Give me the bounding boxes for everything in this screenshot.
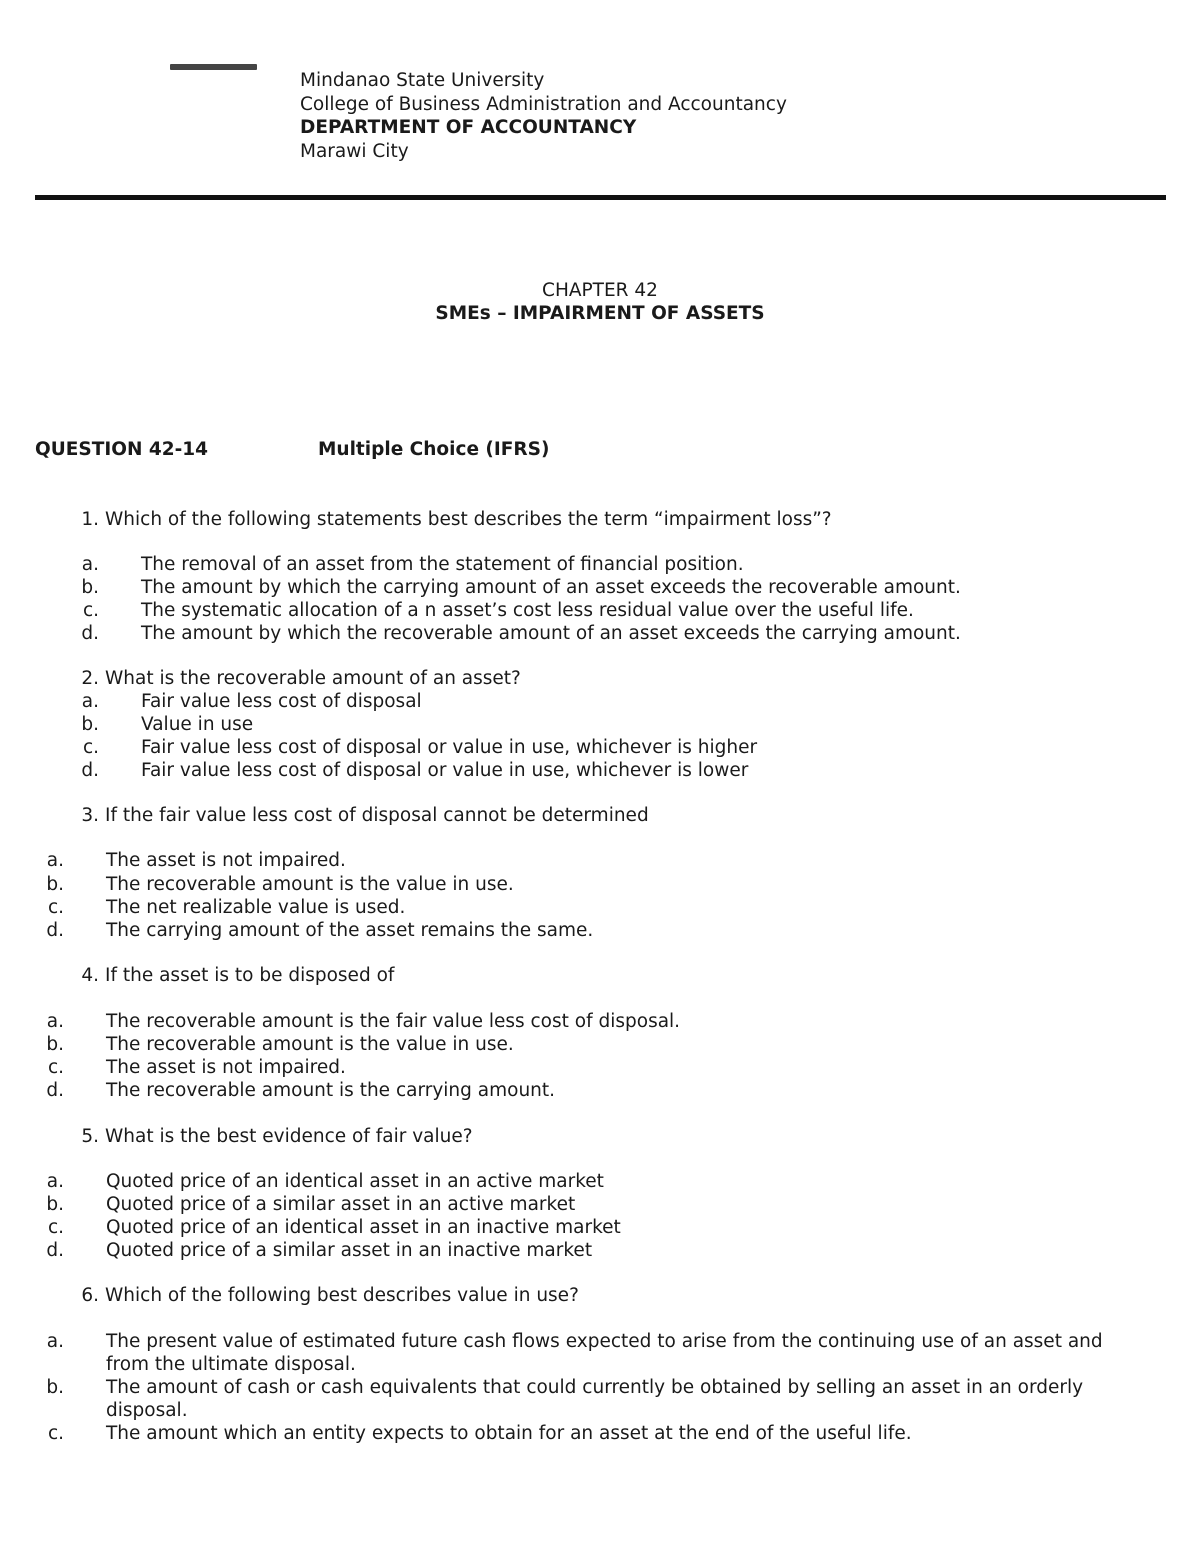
answer-choice-marker: c. (47, 1217, 64, 1238)
answer-choice-continuation-text: from the ultimate disposal. (106, 1354, 356, 1375)
answer-choice-text: The removal of an asset from the statement of financial position. (141, 554, 744, 575)
question-stem-text: What is the recoverable amount of an asset? (105, 668, 521, 689)
answer-choice-text: The amount of cash or cash equivalents that could currently be obtained by selling an asset in an orderly (106, 1377, 1084, 1398)
answer-choice-marker: b. (46, 874, 64, 895)
chapter-number: CHAPTER 42 (542, 280, 658, 301)
answer-choice-marker: a. (81, 691, 99, 712)
answer-choice-marker: b. (46, 1034, 64, 1055)
university-name: Mindanao State University (300, 70, 545, 91)
answer-choice-marker: b. (46, 1194, 64, 1215)
answer-choice-text: The systematic allocation of a n asset’s cost less residual value over the useful life. (141, 600, 914, 621)
answer-choice-marker: a. (81, 554, 99, 575)
answer-choice-text: The recoverable amount is the value in use. (106, 1034, 514, 1055)
answer-choice-marker: b. (81, 714, 99, 735)
answer-choice-marker: b. (46, 1377, 64, 1398)
answer-choice-text: Fair value less cost of disposal or value in use, whichever is lower (141, 760, 749, 781)
answer-choice-text: The asset is not impaired. (106, 1057, 346, 1078)
question-block-type: Multiple Choice (IFRS) (318, 439, 550, 460)
question-stem-text: What is the best evidence of fair value? (105, 1126, 473, 1147)
chapter-title: SMEs – IMPAIRMENT OF ASSETS (435, 303, 765, 324)
answer-choice-marker: d. (46, 1080, 64, 1101)
question-block-id: QUESTION 42-14 (35, 439, 209, 460)
question-stem-text: If the fair value less cost of disposal cannot be determined (105, 805, 649, 826)
answer-choice-text: Quoted price of a similar asset in an active market (106, 1194, 576, 1215)
answer-choice-text: Quoted price of an identical asset in an active market (106, 1171, 604, 1192)
answer-choice-text: The asset is not impaired. (106, 850, 346, 871)
question-stem-marker: 2. (81, 668, 99, 689)
answer-choice-text: The recoverable amount is the carrying amount. (106, 1080, 556, 1101)
answer-choice-text: The present value of estimated future cash flows expected to arise from the continuing use of an asset and (106, 1331, 1103, 1352)
answer-choice-text: The carrying amount of the asset remains the same. (106, 920, 594, 941)
question-stem-marker: 3. (81, 805, 99, 826)
answer-choice-marker: c. (47, 1057, 64, 1078)
answer-choice-marker: a. (46, 850, 64, 871)
answer-choice-text: Quoted price of a similar asset in an inactive market (106, 1240, 593, 1261)
question-stem-marker: 4. (81, 965, 99, 986)
answer-choice-marker: d. (46, 1240, 64, 1261)
answer-choice-continuation-text: disposal. (106, 1400, 188, 1421)
question-stem-text: If the asset is to be disposed of (105, 965, 395, 986)
college-name: College of Business Administration and Accountancy (300, 93, 787, 115)
answer-choice-marker: d. (81, 623, 99, 644)
answer-choice-marker: a. (46, 1331, 64, 1352)
chapter-heading (0, 279, 1200, 325)
answer-choice-marker: c. (47, 897, 64, 918)
question-stem-text: Which of the following statements best describes the term “impairment loss”? (105, 509, 832, 530)
answer-choice-text: The amount which an entity expects to obtain for an asset at the end of the useful life. (106, 1423, 912, 1444)
question-stem-marker: 6. (81, 1285, 99, 1306)
answer-choice-marker: a. (46, 1171, 64, 1192)
answer-choice-text: The amount by which the recoverable amount of an asset exceeds the carrying amount. (141, 623, 961, 644)
answer-choice-text: Fair value less cost of disposal or value in use, whichever is higher (141, 737, 758, 758)
answer-choice-text: Fair value less cost of disposal (141, 691, 422, 712)
answer-choice-marker: a. (46, 1011, 64, 1032)
department-name: DEPARTMENT OF ACCOUNTANCY (300, 117, 637, 138)
answer-choice-text: The net realizable value is used. (106, 897, 406, 918)
answer-choice-marker: d. (46, 920, 64, 941)
answer-choice-marker: d. (81, 760, 99, 781)
logo-bar (170, 64, 257, 70)
document-header (300, 69, 787, 163)
answer-choice-text: Value in use (141, 714, 254, 735)
question-stem-text: Which of the following best describes value in use? (105, 1285, 579, 1306)
answer-choice-text: Quoted price of an identical asset in an inactive market (106, 1217, 621, 1238)
answer-choice-text: The amount by which the carrying amount of an asset exceeds the recoverable amount. (141, 577, 961, 598)
question-block-heading (35, 439, 550, 460)
answer-choice-text: The recoverable amount is the value in use. (106, 874, 514, 895)
answer-choice-text: The recoverable amount is the fair value less cost of disposal. (106, 1011, 681, 1032)
answer-choice-marker: c. (47, 1423, 64, 1444)
question-stem-marker: 1. (81, 509, 99, 530)
answer-choice-marker: c. (82, 737, 99, 758)
answer-choice-marker: b. (81, 577, 99, 598)
question-stem-marker: 5. (81, 1126, 99, 1147)
header-divider (35, 195, 1166, 200)
answer-choice-marker: c. (82, 600, 99, 621)
city-name: Marawi City (300, 140, 409, 162)
